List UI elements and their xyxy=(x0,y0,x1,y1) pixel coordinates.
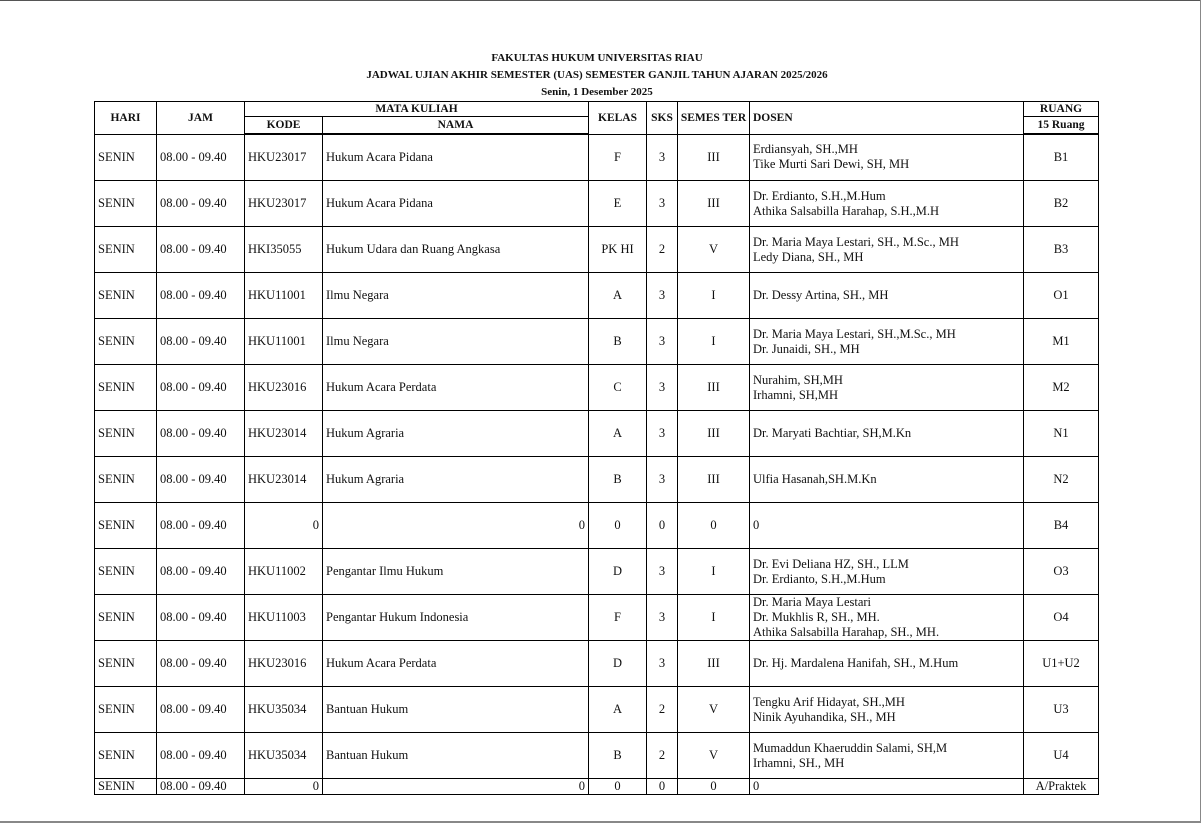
cell-semester: III xyxy=(678,457,750,503)
cell-semester: V xyxy=(678,227,750,273)
cell-jam: 08.00 - 09.40 xyxy=(157,134,245,181)
cell-jam: 08.00 - 09.40 xyxy=(157,595,245,641)
cell-kode: HKU23017 xyxy=(245,134,323,181)
cell-nama: Ilmu Negara xyxy=(323,319,589,365)
cell-jam: 08.00 - 09.40 xyxy=(157,779,245,795)
cell-nama: Pengantar Hukum Indonesia xyxy=(323,595,589,641)
cell-ruang: O4 xyxy=(1024,595,1099,641)
header-kelas: KELAS xyxy=(589,102,647,135)
dosen-name: Dr. Maria Maya Lestari xyxy=(753,595,872,609)
cell-sks: 2 xyxy=(647,733,678,779)
cell-nama: Hukum Acara Pidana xyxy=(323,181,589,227)
schedule-rows xyxy=(95,134,1099,795)
cell-sks: 3 xyxy=(647,134,678,181)
table-row xyxy=(95,273,1099,319)
dosen-name: Ledy Diana, SH., MH xyxy=(753,249,864,264)
cell-jam: 08.00 - 09.40 xyxy=(157,227,245,273)
cell-dosen xyxy=(750,595,1024,641)
cell-dosen xyxy=(750,549,1024,595)
dosen-name: 0 xyxy=(753,779,760,793)
dosen-name: Ulfia Hasanah,SH.M.Kn xyxy=(753,472,877,486)
cell-nama: Hukum Acara Perdata xyxy=(323,641,589,687)
header-ruang-count: 15 Ruang xyxy=(1024,117,1099,135)
cell-kode: HKU35034 xyxy=(245,733,323,779)
cell-dosen xyxy=(750,733,1024,779)
dosen-name: Tike Murti Sari Dewi, SH, MH xyxy=(753,157,910,172)
cell-hari: SENIN xyxy=(95,134,157,181)
cell-hari: SENIN xyxy=(95,687,157,733)
dosen-name: Dr. Erdianto, S.H.,M.Hum xyxy=(753,188,886,203)
dosen-name: Athika Salsabilla Harahap, S.H.,M.H xyxy=(753,203,940,218)
cell-sks: 3 xyxy=(647,457,678,503)
dosen-name: Dr. Erdianto, S.H.,M.Hum xyxy=(753,571,886,586)
table-row xyxy=(95,549,1099,595)
table-row xyxy=(95,227,1099,273)
header-dosen: DOSEN xyxy=(750,102,1024,135)
cell-jam: 08.00 - 09.40 xyxy=(157,687,245,733)
table-row xyxy=(95,319,1099,365)
cell-hari: SENIN xyxy=(95,181,157,227)
header-mata-kuliah: MATA KULIAH xyxy=(245,102,589,117)
cell-semester: III xyxy=(678,641,750,687)
cell-kode: HKU23016 xyxy=(245,641,323,687)
cell-nama: Pengantar Ilmu Hukum xyxy=(323,549,589,595)
cell-hari: SENIN xyxy=(95,641,157,687)
cell-ruang: A/Praktek xyxy=(1024,779,1099,795)
cell-nama: 0 xyxy=(323,503,589,549)
cell-dosen xyxy=(750,503,1024,549)
dosen-name: Mumaddun Khaeruddin Salami, SH,M xyxy=(753,740,948,755)
cell-kode: HKU11001 xyxy=(245,273,323,319)
cell-kelas: PK HI xyxy=(589,227,647,273)
cell-hari: SENIN xyxy=(95,595,157,641)
dosen-name: Dr. Evi Deliana HZ, SH., LLM xyxy=(753,556,909,571)
cell-dosen xyxy=(750,227,1024,273)
cell-kelas: A xyxy=(589,411,647,457)
cell-nama: Bantuan Hukum xyxy=(323,687,589,733)
cell-jam: 08.00 - 09.40 xyxy=(157,641,245,687)
dosen-name: Dr. Mukhlis R, SH., MH. xyxy=(753,610,880,624)
cell-nama: Ilmu Negara xyxy=(323,273,589,319)
dosen-name: Dr. Maria Maya Lestari, SH., M.Sc., MH xyxy=(753,234,959,249)
cell-kelas: C xyxy=(589,365,647,411)
cell-nama: Hukum Acara Pidana xyxy=(323,134,589,181)
cell-kelas: B xyxy=(589,733,647,779)
cell-nama: Bantuan Hukum xyxy=(323,733,589,779)
cell-ruang: M1 xyxy=(1024,319,1099,365)
cell-hari: SENIN xyxy=(95,779,157,795)
cell-kelas: F xyxy=(589,595,647,641)
cell-semester: I xyxy=(678,549,750,595)
cell-sks: 3 xyxy=(647,181,678,227)
cell-semester: V xyxy=(678,687,750,733)
cell-ruang: N1 xyxy=(1024,411,1099,457)
cell-kode: HKU11002 xyxy=(245,549,323,595)
header-kode: KODE xyxy=(245,117,323,135)
dosen-name: Dr. Dessy Artina, SH., MH xyxy=(753,288,889,302)
cell-kelas: B xyxy=(589,319,647,365)
cell-kelas: B xyxy=(589,457,647,503)
cell-sks: 3 xyxy=(647,273,678,319)
cell-kode: 0 xyxy=(245,779,323,795)
table-row xyxy=(95,641,1099,687)
table-row xyxy=(95,687,1099,733)
header-nama: NAMA xyxy=(323,117,589,135)
header-hari: HARI xyxy=(95,102,157,135)
cell-jam: 08.00 - 09.40 xyxy=(157,549,245,595)
cell-ruang: B1 xyxy=(1024,134,1099,181)
cell-dosen xyxy=(750,687,1024,733)
cell-hari: SENIN xyxy=(95,319,157,365)
cell-ruang: M2 xyxy=(1024,365,1099,411)
cell-ruang: B4 xyxy=(1024,503,1099,549)
exam-date: Senin, 1 Desember 2025 xyxy=(541,86,653,98)
cell-dosen xyxy=(750,411,1024,457)
table-row xyxy=(95,733,1099,779)
cell-sks: 3 xyxy=(647,365,678,411)
cell-jam: 08.00 - 09.40 xyxy=(157,273,245,319)
cell-kelas: A xyxy=(589,687,647,733)
exam-schedule-table xyxy=(94,101,1099,795)
dosen-name: Dr. Maryati Bachtiar, SH,M.Kn xyxy=(753,426,912,440)
page-border-top xyxy=(0,0,1201,1)
dosen-name: Nurahim, SH,MH xyxy=(753,372,843,387)
cell-jam: 08.00 - 09.40 xyxy=(157,733,245,779)
cell-sks: 3 xyxy=(647,411,678,457)
cell-hari: SENIN xyxy=(95,549,157,595)
cell-dosen xyxy=(750,457,1024,503)
cell-jam: 08.00 - 09.40 xyxy=(157,319,245,365)
cell-hari: SENIN xyxy=(95,411,157,457)
cell-jam: 08.00 - 09.40 xyxy=(157,411,245,457)
cell-dosen xyxy=(750,779,1024,795)
cell-kode: HKU35034 xyxy=(245,687,323,733)
cell-semester: III xyxy=(678,365,750,411)
dosen-name: Athika Salsabilla Harahap, SH., MH. xyxy=(753,625,940,639)
cell-kelas: A xyxy=(589,273,647,319)
dosen-name: Ninik Ayuhandika, SH., MH xyxy=(753,709,896,724)
cell-nama: Hukum Agraria xyxy=(323,411,589,457)
cell-hari: SENIN xyxy=(95,365,157,411)
cell-ruang: B3 xyxy=(1024,227,1099,273)
header-semester: SEMES TER xyxy=(678,102,750,135)
cell-jam: 08.00 - 09.40 xyxy=(157,365,245,411)
cell-kode: 0 xyxy=(245,503,323,549)
header-ruang: RUANG xyxy=(1024,102,1099,117)
cell-ruang: U4 xyxy=(1024,733,1099,779)
cell-dosen xyxy=(750,365,1024,411)
dosen-name: Irhamni, SH,MH xyxy=(753,387,839,402)
cell-kode: HKU11001 xyxy=(245,319,323,365)
dosen-name: Dr. Maria Maya Lestari, SH.,M.Sc., MH xyxy=(753,326,956,341)
cell-kode: HKI35055 xyxy=(245,227,323,273)
table-row xyxy=(95,595,1099,641)
cell-dosen xyxy=(750,319,1024,365)
cell-dosen xyxy=(750,641,1024,687)
cell-hari: SENIN xyxy=(95,273,157,319)
cell-semester: I xyxy=(678,595,750,641)
table-row xyxy=(95,411,1099,457)
cell-jam: 08.00 - 09.40 xyxy=(157,503,245,549)
cell-nama: 0 xyxy=(323,779,589,795)
cell-semester: III xyxy=(678,411,750,457)
dosen-name: Tengku Arif Hidayat, SH.,MH xyxy=(753,694,905,709)
cell-kode: HKU23014 xyxy=(245,457,323,503)
cell-kelas: D xyxy=(589,641,647,687)
cell-kode: HKU23017 xyxy=(245,181,323,227)
cell-nama: Hukum Udara dan Ruang Angkasa xyxy=(323,227,589,273)
table-row xyxy=(95,779,1099,795)
cell-kelas: E xyxy=(589,181,647,227)
cell-semester: III xyxy=(678,134,750,181)
table-row xyxy=(95,134,1099,181)
cell-kode: HKU23016 xyxy=(245,365,323,411)
cell-sks: 2 xyxy=(647,687,678,733)
cell-sks: 3 xyxy=(647,641,678,687)
table-row xyxy=(95,181,1099,227)
cell-dosen xyxy=(750,181,1024,227)
cell-kelas: 0 xyxy=(589,503,647,549)
cell-semester: V xyxy=(678,733,750,779)
cell-ruang: U3 xyxy=(1024,687,1099,733)
cell-hari: SENIN xyxy=(95,733,157,779)
cell-hari: SENIN xyxy=(95,227,157,273)
exam-schedule-title: JADWAL UJIAN AKHIR SEMESTER (UAS) SEMESTER GANJIL TAHUN AJARAN 2025/2026 xyxy=(366,69,828,81)
header-sks: SKS xyxy=(647,102,678,135)
table-row xyxy=(95,503,1099,549)
dosen-name: Dr. Hj. Mardalena Hanifah, SH., M.Hum xyxy=(753,656,959,670)
dosen-name: Dr. Junaidi, SH., MH xyxy=(753,341,860,356)
cell-sks: 0 xyxy=(647,779,678,795)
cell-semester: 0 xyxy=(678,779,750,795)
cell-sks: 3 xyxy=(647,595,678,641)
dosen-name: Irhamni, SH., MH xyxy=(753,755,845,770)
cell-nama: Hukum Agraria xyxy=(323,457,589,503)
faculty-title: FAKULTAS HUKUM UNIVERSITAS RIAU xyxy=(491,52,703,64)
cell-ruang: N2 xyxy=(1024,457,1099,503)
cell-ruang: O1 xyxy=(1024,273,1099,319)
cell-hari: SENIN xyxy=(95,503,157,549)
cell-kode: HKU23014 xyxy=(245,411,323,457)
cell-ruang: B2 xyxy=(1024,181,1099,227)
cell-kode: HKU11003 xyxy=(245,595,323,641)
cell-ruang: U1+U2 xyxy=(1024,641,1099,687)
cell-sks: 3 xyxy=(647,319,678,365)
cell-dosen xyxy=(750,273,1024,319)
cell-semester: III xyxy=(678,181,750,227)
cell-semester: I xyxy=(678,273,750,319)
cell-semester: I xyxy=(678,319,750,365)
cell-ruang: O3 xyxy=(1024,549,1099,595)
cell-sks: 3 xyxy=(647,549,678,595)
cell-kelas: 0 xyxy=(589,779,647,795)
table-row xyxy=(95,365,1099,411)
header-jam: JAM xyxy=(157,102,245,135)
table-row xyxy=(95,457,1099,503)
cell-kelas: D xyxy=(589,549,647,595)
cell-hari: SENIN xyxy=(95,457,157,503)
dosen-name: Erdiansyah, SH.,MH xyxy=(753,142,858,157)
cell-semester: 0 xyxy=(678,503,750,549)
cell-dosen xyxy=(750,134,1024,181)
cell-sks: 2 xyxy=(647,227,678,273)
cell-jam: 08.00 - 09.40 xyxy=(157,457,245,503)
cell-jam: 08.00 - 09.40 xyxy=(157,181,245,227)
cell-nama: Hukum Acara Perdata xyxy=(323,365,589,411)
dosen-name: 0 xyxy=(753,518,760,532)
cell-sks: 0 xyxy=(647,503,678,549)
cell-kelas: F xyxy=(589,134,647,181)
